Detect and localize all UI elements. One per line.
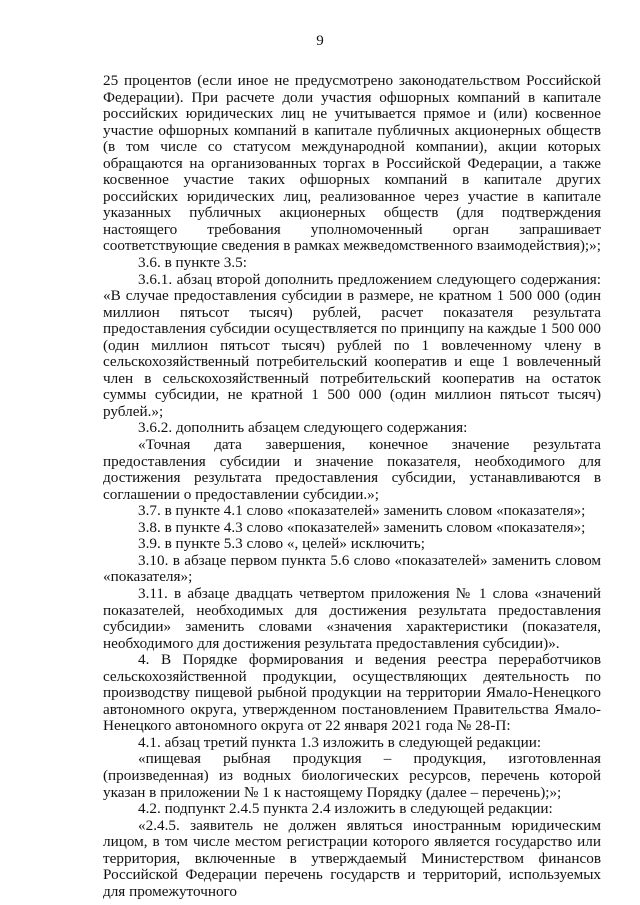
paragraph-3-10: 3.10. в абзаце первом пункта 5.6 слово «показателей» заменить словом «показателя»; — [103, 551, 601, 586]
paragraph-4-1: 4.1. абзац третий пункта 1.3 изложить в следующей редакции: — [138, 733, 542, 751]
paragraph-4-2: 4.2. подпункт 2.4.5 пункта 2.4 изложить в следующей редакции: — [138, 800, 553, 818]
paragraph-quoted-date: «Точная дата завершения, конечное значение результата предоставления субсидии и значение показателя, необходимого для достижения результата предоставления субсидии, устанавливаются в соглашении о предоставлении субсидии.»; — [103, 436, 601, 503]
paragraph-2-4-5: «2.4.5. заявитель не должен являться иностранным юридическим лицом, в том числе местом регистрации которого является государство или территория, включенные в утверждаемый Министерством финансов Российской Федерации перечень государств и территорий, используемых для промежуточного — [103, 816, 601, 900]
paragraph-4: 4. В Порядке формирования и ведения реестра переработчиков сельскохозяйственной продукции, осуществляющих деятельность по производству пищевой рыбной продукции на территории Ямало-Ненецкого автономного округа, утвержденном постановлением Правительства Ямало-Ненецкого автономного округа от 22 января 2021 года № 28-П: — [103, 651, 601, 735]
paragraph-quoted-definition: «пищевая рыбная продукция – продукция, изготовленная (произведенная) из водных биологических ресурсов, перечень которой указан в приложении № 1 к настоящему Порядку (далее – перечень);»; — [103, 750, 601, 801]
document-body — [103, 73, 601, 900]
paragraph-3-6-1: 3.6.1. абзац второй дополнить предложением следующего содержания: «В случае предоставления субсидии в размере, не кратном 1 500 000 (один миллион пятьсот тысяч) рублей, расчет показателя результата предоставления субсидии осуществляется по принципу на каждые 1 500 000 (один миллион пятьсот тысяч) рублей по 1 вовлеченному члену в сельскохозяйственный потребительский кооператив и еще 1 вовлеченный член в сельскохозяйственный потребительский кооператив на остаток суммы субсидии, не кратной 1 500 000 (один миллион пятьсот тысяч) рублей.»; — [103, 270, 601, 420]
page-number: 9 — [316, 33, 324, 49]
paragraph-continuation: 25 процентов (если иное не предусмотрено законодательством Российской Федерации). При расчете доли участия офшорных компаний в капитале российских юридических лиц не учитывается прямое и (или) косвенное участие офшорных компаний в капитале публичных акционерных обществ (в том числе со статусом международной компании), акции которых обращаются на организованных торгах в Российской Федерации, а также косвенное участие таких офшорных компаний в капитале других российских юридических лиц, реализованное через участие в капитале указанных публичных акционерных обществ (для подтверждения настоящего требования уполномоченный орган запрашивает соответствующие сведения в рамках межведомственного взаимодействия);»; — [103, 72, 601, 255]
paragraph-3-8: 3.8. в пункте 4.3 слово «показателей» заменить словом «показателя»; — [138, 518, 586, 536]
paragraph-3-6: 3.6. в пункте 3.5: — [138, 254, 247, 272]
paragraph-3-11: 3.11. в абзаце двадцать четвертом приложения № 1 слова «значений показателей, необходимых для достижения результата предоставления субсидии» заменить словами «значения характеристики (показателя, необходимого для достижения результата предоставления субсидии)». — [103, 584, 601, 652]
paragraph-3-6-2: 3.6.2. дополнить абзацем следующего содержания: — [138, 419, 468, 437]
paragraph-3-9: 3.9. в пункте 5.3 слово «, целей» исключить; — [138, 535, 425, 553]
paragraph-3-7: 3.7. в пункте 4.1 слово «показателей» заменить словом «показателя»; — [138, 502, 586, 520]
